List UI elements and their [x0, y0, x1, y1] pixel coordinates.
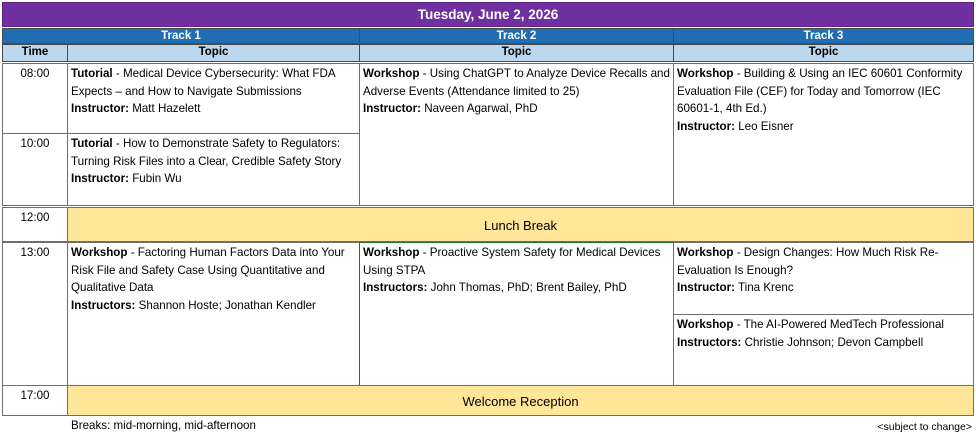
- session-separator: -: [127, 246, 138, 259]
- time-1300: 13:00: [2, 242, 68, 386]
- session-type: Tutorial: [71, 67, 113, 80]
- instructor-label: Instructor:: [71, 172, 129, 185]
- session-track2-0800: [359, 63, 674, 206]
- track-1-header: Track 1: [2, 28, 360, 44]
- time-1700: 17:00: [2, 385, 68, 416]
- track-2-topic-header: Topic: [359, 44, 674, 62]
- session-title: Using ChatGPT to Analyze Device Recalls and Adverse Events (Attendance limited to 25): [363, 67, 670, 98]
- session-track3-ai: [673, 314, 974, 386]
- session-track3-0800: [673, 63, 974, 206]
- track-2-header: Track 2: [359, 28, 674, 44]
- track-1-topic-header: Topic: [67, 44, 360, 62]
- session-separator: -: [112, 67, 123, 80]
- instructor-label: Instructor:: [677, 119, 735, 133]
- footer-subject-to-change: <subject to change>: [877, 421, 972, 433]
- session-title: The AI-Powered MedTech Professional: [743, 318, 944, 331]
- instructor-name: Shannon Hoste; Jonathan Kendler: [135, 298, 316, 312]
- time-1200: 12:00: [2, 207, 68, 242]
- instructor-label: Instructor:: [363, 102, 421, 115]
- session-type: Workshop: [363, 67, 420, 80]
- instructor-label: Instructors:: [677, 335, 742, 349]
- track-3-topic-header: Topic: [673, 44, 974, 62]
- session-title: Proactive System Safety for Medical Devices Using STPA: [363, 246, 661, 277]
- session-track2-1300: [359, 242, 674, 386]
- schedule-title: Tuesday, June 2, 2026: [2, 2, 974, 27]
- instructor-name: Christie Johnson; Devon Campbell: [741, 335, 924, 349]
- session-type: Workshop: [677, 246, 734, 259]
- session-separator: -: [733, 318, 744, 331]
- lunch-break: Lunch Break: [67, 207, 974, 242]
- session-title: Medical Device Cybersecurity: What FDA Expects – and How to Navigate Submissions: [71, 67, 335, 98]
- instructor-name: Naveen Agarwal, PhD: [420, 102, 538, 115]
- session-separator: -: [419, 67, 430, 80]
- footer-breaks-note: Breaks: mid-morning, mid-afternoon: [71, 419, 256, 432]
- session-type: Workshop: [363, 246, 420, 259]
- instructor-name: John Thomas, PhD; Brent Bailey, PhD: [427, 281, 627, 294]
- session-title: Building & Using an IEC 60601 Conformity Evaluation File (CEF) for Today and Tomorrow (IEC 60601-1, 4th Ed.): [677, 67, 963, 115]
- instructor-name: Fubin Wu: [128, 172, 182, 185]
- time-0800: 08:00: [2, 63, 68, 134]
- session-title: How to Demonstrate Safety to Regulators: Turning Risk Files into a Clear, Credible Safety Story: [71, 137, 342, 168]
- instructor-label: Instructors:: [363, 281, 428, 294]
- instructor-name: Matt Hazelett: [128, 102, 201, 115]
- instructor-label: Instructor:: [71, 102, 129, 115]
- session-separator: -: [112, 137, 123, 150]
- instructor-label: Instructors:: [71, 298, 136, 312]
- time-1000: 10:00: [2, 133, 68, 206]
- session-separator: -: [733, 246, 744, 259]
- session-track3-1300: [673, 242, 974, 315]
- session-title: Factoring Human Factors Data into Your Risk File and Safety Case Using Quantitative and Qualitative Data: [71, 246, 345, 294]
- time-column-header: Time: [2, 44, 68, 62]
- session-track1-0800: [67, 63, 360, 134]
- track-3-header: Track 3: [673, 28, 974, 44]
- instructor-name: Leo Eisner: [734, 119, 794, 133]
- session-separator: -: [733, 67, 744, 80]
- session-type: Workshop: [677, 318, 734, 331]
- session-title: Design Changes: How Much Risk Re-Evaluation Is Enough?: [677, 246, 939, 277]
- session-separator: -: [419, 246, 430, 259]
- session-type: Tutorial: [71, 137, 113, 150]
- session-type: Workshop: [677, 67, 734, 80]
- session-track1-1000: [67, 133, 360, 206]
- session-type: Workshop: [71, 246, 128, 259]
- welcome-reception: Welcome Reception: [67, 385, 974, 416]
- instructor-name: Tina Krenc: [734, 281, 794, 294]
- session-track1-1300: [67, 242, 360, 386]
- instructor-label: Instructor:: [677, 281, 735, 294]
